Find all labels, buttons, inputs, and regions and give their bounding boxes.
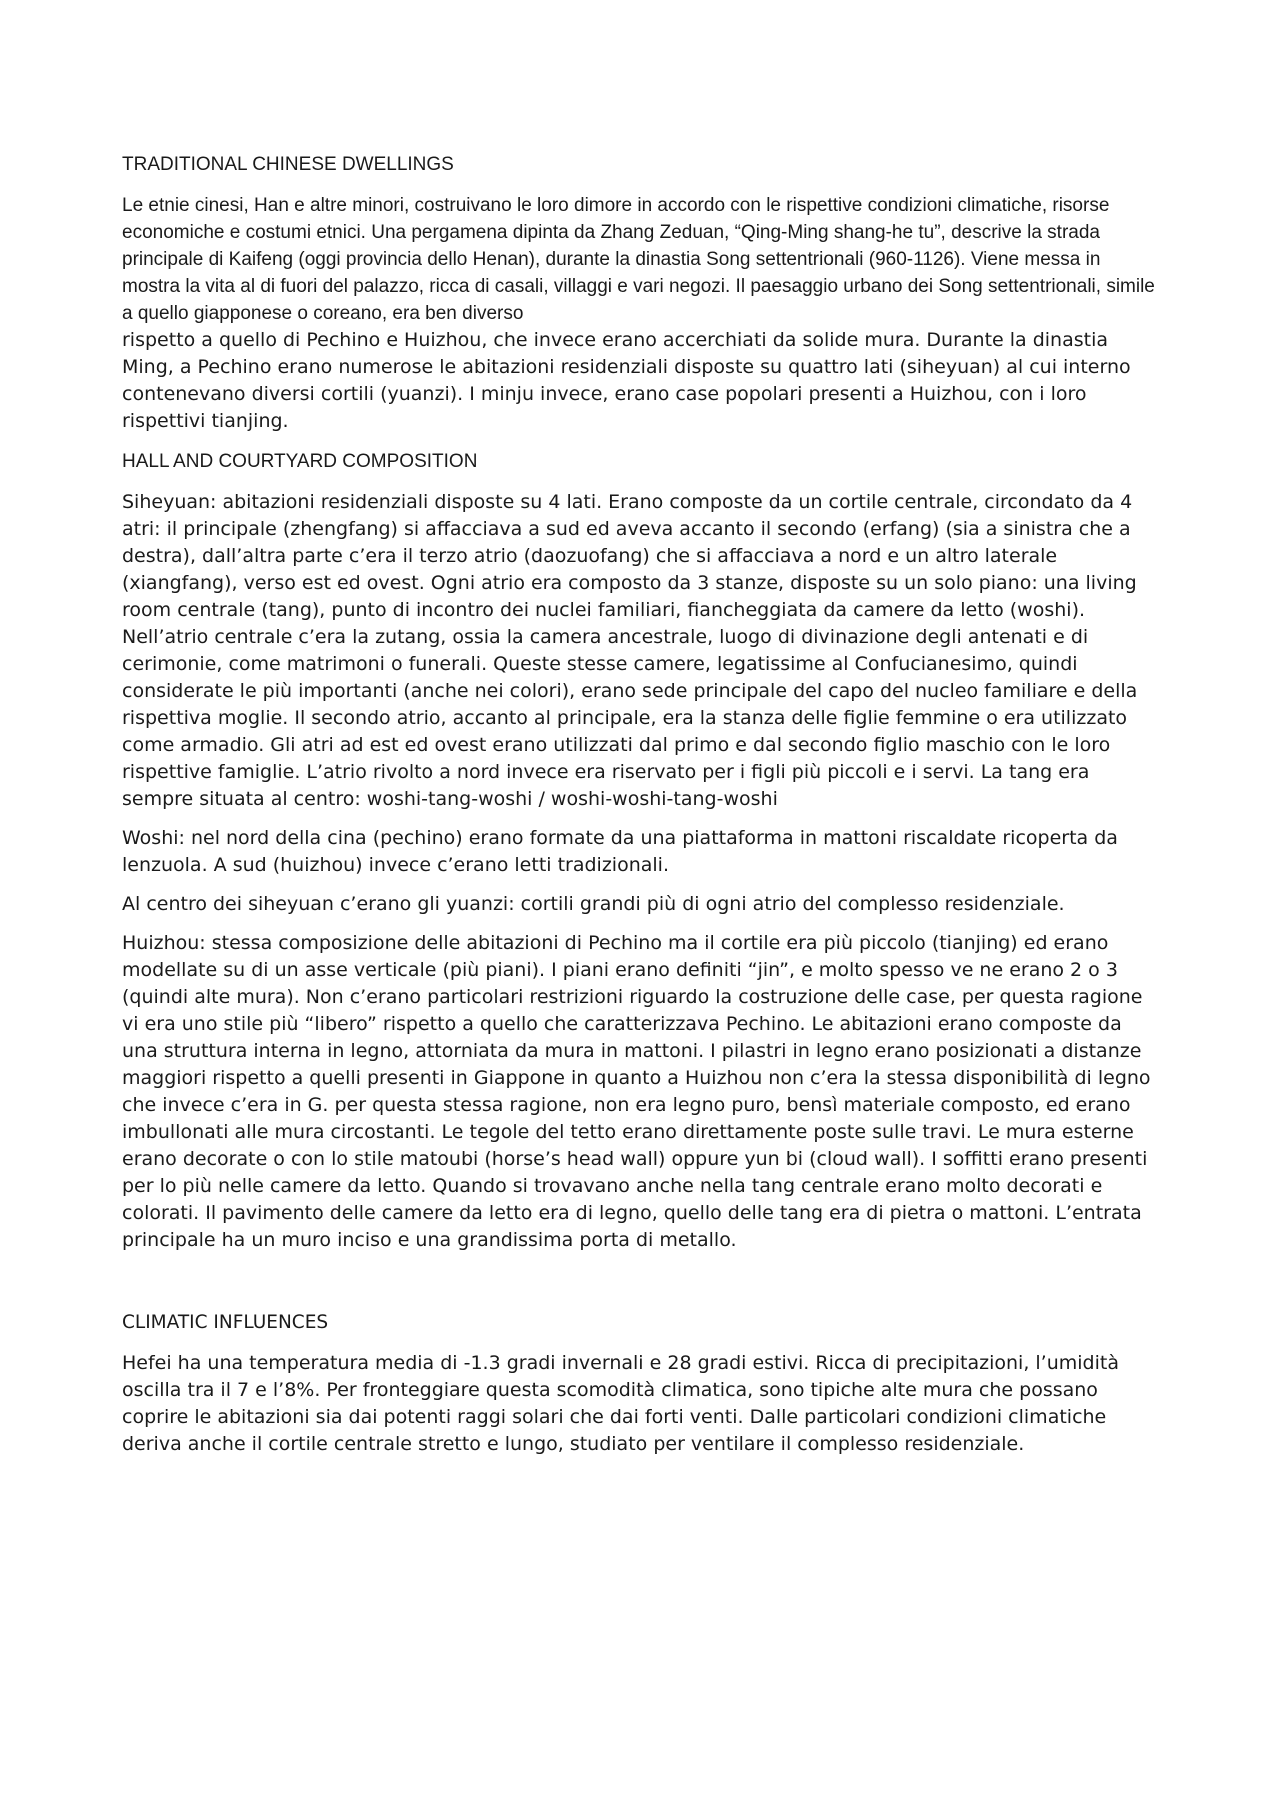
paragraph-siheyuan: Siheyuan: abitazioni residenziali disposte su 4 lati. Erano composte da un cortile centrale, circondato da 4 atri: il principale (zhengfang) si affacciava a sud ed aveva accanto il secondo (erfang) (sia a sinistra che a destra), dall’altra parte c’era il terzo atrio (daozuofang) che si affacciava a nord e un altro laterale (xiangfang), verso est ed ovest. Ogni atrio era composto da 3 stanze, disposte su un solo piano: una living room centrale (tang), punto di incontro dei nuclei familiari, fiancheggiata da camere da letto (woshi). Nell’atrio centrale c’era la zutang, ossia la camera ancestrale, luogo di divinazione degli antenati e di cerimonie, come matrimoni o funerali. Queste stesse camere, legatissime al Confucianesimo, quindi considerate le più importanti (anche nei colori), erano sede principale del capo del nucleo familiare e della rispettiva moglie. Il secondo atrio, accanto al principale, era la stanza delle figlie femmine o era utilizzato come armadio. Gli atri ad est ed ovest erano utilizzati dal primo e dal secondo figlio maschio con le loro rispettive famiglie. L’atrio rivolto a nord invece era riservato per i figli più piccoli e i servi. La tang era sempre situata al centro: woshi-tang-woshi / woshi-woshi-tang-woshi	[122, 491, 1138, 810]
heading-traditional-chinese-dwellings: TRADITIONAL CHINESE DWELLINGS	[122, 154, 454, 175]
document-body	[122, 152, 1162, 1470]
heading-climatic-influences: CLIMATIC INFLUENCES	[122, 1312, 329, 1333]
paragraph-climate: Hefei ha una temperatura media di -1.3 gradi invernali e 28 gradi estivi. Ricca di precipitazioni, l’umidità oscilla tra il 7 e l’8%. Per fronteggiare questa scomodità climatica, sono tipiche alte mura che possano coprire le abitazioni sia dai potenti raggi solari che dai forti venti. Dalle particolari condizioni climatiche deriva anche il cortile centrale stretto e lungo, studiato per ventilare il complesso residenziale.	[122, 1352, 1119, 1455]
paragraph-yuanzi: Al centro dei siheyuan c’erano gli yuanzi: cortili grandi più di ogni atrio del complesso residenziale.	[122, 893, 1065, 915]
paragraph-woshi: Woshi: nel nord della cina (pechino) erano formate da una piattaforma in mattoni riscaldate ricoperta da lenzuola. A sud (huizhou) invece c’erano letti tradizionali.	[122, 827, 1118, 876]
paragraph-intro-part-1: Le etnie cinesi, Han e altre minori, costruivano le loro dimore in accordo con le rispettive condizioni climatiche, risorse economiche e costumi etnici. Una pergamena dipinta da Zhang Zeduan, “Qing-Ming shang-he tu”, descrive la strada principale di Kaifeng (oggi provincia dello Henan), durante la dinastia Song settentrionali (960-1126). Viene messa in mostra la vita al di fuori del palazzo, ricca di casali, villaggi e vari negozi. Il paesaggio urbano dei Song settentrionali, simile a quello giapponese o coreano, era ben diverso	[122, 195, 1155, 324]
blank-line	[122, 1266, 1162, 1310]
paragraph-intro	[122, 192, 1162, 435]
paragraph-intro-part-2: rispetto a quello di Pechino e Huizhou, che invece erano accerchiati da solide mura. Durante la dinastia Ming, a Pechino erano numerose le abitazioni residenziali disposte su quattro lati (siheyuan) al cui interno contenevano diversi cortili (yuanzi). I minju invece, erano case popolari presenti a Huizhou, con i loro rispettivi tianjing.	[122, 329, 1131, 432]
heading-hall-and-courtyard: HALL AND COURTYARD COMPOSITION	[122, 451, 478, 472]
paragraph-huizhou: Huizhou: stessa composizione delle abitazioni di Pechino ma il cortile era più piccolo (tianjing) ed erano modellate su di un asse verticale (più piani). I piani erano definiti “jin”, e molto spesso ve ne erano 2 o 3 (quindi alte mura). Non c’erano particolari restrizioni riguardo la costruzione delle case, per questa ragione vi era uno stile più “libero” rispetto a quello che caratterizzava Pechino. Le abitazioni erano composte da una struttura interna in legno, attorniata da mura in mattoni. I pilastri in legno erano posizionati a distanze maggiori rispetto a quelli presenti in Giappone in quanto a Huizhou non c’era la stessa disponibilità di legno che invece c’era in G. per questa stessa ragione, non era legno puro, bensì materiale composto, ed erano imbullonati alle mura circostanti. Le tegole del tetto erano direttamente poste sulle travi. Le mura esterne erano decorate o con lo stile matoubi (horse’s head wall) oppure yun bi (cloud wall). I soffitti erano presenti per lo più nelle camere da letto. Quando si trovavano anche nella tang centrale erano molto decorati e colorati. Il pavimento delle camere da letto era di legno, quello delle tang era di pietra o mattoni. L’entrata principale ha un muro inciso e una grandissima porta di metallo.	[122, 932, 1151, 1251]
